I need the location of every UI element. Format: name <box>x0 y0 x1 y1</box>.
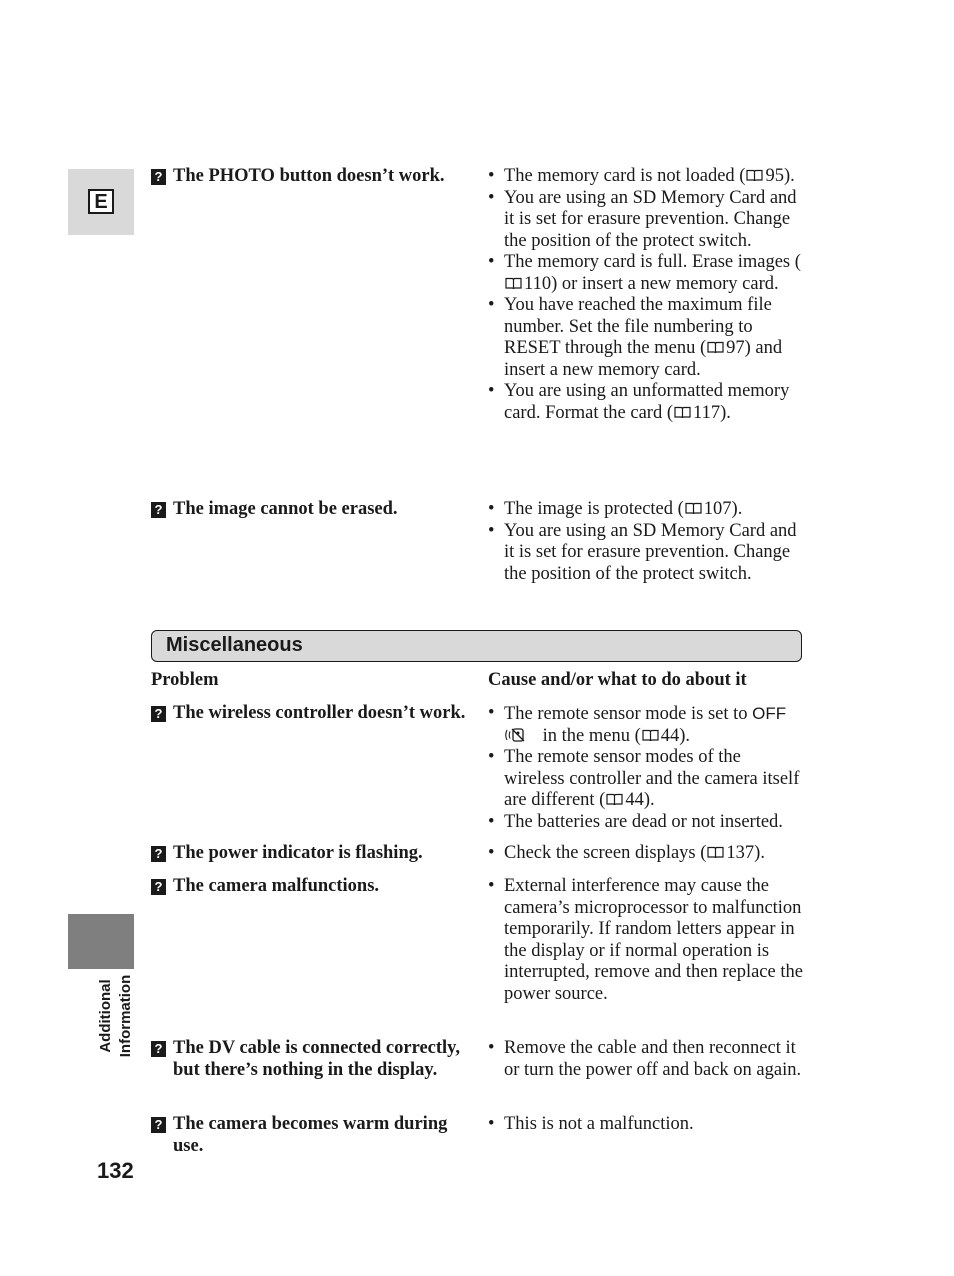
cause-item: • Check the screen displays ( 137). <box>488 843 806 865</box>
section-label-line1: Additional <box>97 979 114 1053</box>
problem-text: The image cannot be erased. <box>173 499 398 519</box>
cause-item: • The remote sensor modes of the wireless controller and the camera itself are different ( 44). <box>488 747 806 812</box>
question-mark-icon: ? <box>151 502 166 518</box>
problem-cell <box>151 876 471 898</box>
off-setting-label: OFF <box>752 704 787 723</box>
cause-list <box>488 166 806 424</box>
cause-item: • The memory card is full. Erase images ( 110) or insert a new memory card. <box>488 252 806 295</box>
section-label-line2: Information <box>117 974 134 1058</box>
book-reference-icon <box>674 406 691 419</box>
question-mark-icon: ? <box>151 706 166 722</box>
cause-item: • This is not a malfunction. <box>488 1114 806 1136</box>
book-reference-icon <box>707 846 724 859</box>
problem-cell <box>151 166 471 188</box>
cause-item: • The batteries are dead or not inserted. <box>488 812 806 834</box>
cause-list <box>488 499 806 585</box>
cause-list <box>488 703 806 833</box>
cause-item: • You are using an unformatted memory card. Format the card ( 117). <box>488 381 806 424</box>
remote-sensor-off-icon <box>504 727 538 743</box>
column-header-problem: Problem <box>151 670 219 690</box>
problem-cell <box>151 843 471 865</box>
cause-item: • Remove the cable and then reconnect it or turn the power off and back on again. <box>488 1038 806 1081</box>
question-mark-icon: ? <box>151 169 166 185</box>
cause-item: • The remote sensor mode is set to OFF in the menu ( 44). <box>488 703 806 747</box>
cause-list <box>488 843 806 865</box>
cause-item: • The image is protected ( 107). <box>488 499 806 521</box>
question-mark-icon: ? <box>151 846 166 862</box>
section-side-label <box>96 956 136 1076</box>
problem-cell <box>151 1038 471 1081</box>
problem-text: The power indicator is flashing. <box>173 843 423 863</box>
book-reference-icon <box>606 793 623 806</box>
cause-item: • External interference may cause the camera’s microprocessor to malfunction temporarily. If random letters appear in the display or if normal operation is interrupted, remove and then replace the power source. <box>488 876 806 1005</box>
cause-list <box>488 1038 806 1081</box>
language-tab <box>68 169 134 235</box>
problem-text: The wireless controller doesn’t work. <box>173 703 466 723</box>
problem-text: The DV cable is connected correctly, but there’s nothing in the display. <box>173 1038 461 1080</box>
problem-text: The camera malfunctions. <box>173 876 380 896</box>
language-label: E <box>88 189 114 214</box>
book-reference-icon <box>685 502 702 515</box>
page-number: 132 <box>97 1158 134 1183</box>
cause-item: • You are using an SD Memory Card and it is set for erasure prevention. Change the position of the protect switch. <box>488 188 806 253</box>
problem-cell <box>151 499 471 521</box>
book-reference-icon <box>505 277 522 290</box>
problem-cell <box>151 1114 471 1157</box>
cause-item: • You are using an SD Memory Card and it is set for erasure prevention. Change the position of the protect switch. <box>488 521 806 586</box>
question-mark-icon: ? <box>151 1041 166 1057</box>
section-header-miscellaneous: Miscellaneous <box>151 630 802 662</box>
problem-cell <box>151 703 471 725</box>
column-header-cause: Cause and/or what to do about it <box>488 670 747 690</box>
question-mark-icon: ? <box>151 1117 166 1133</box>
cause-item: • The memory card is not loaded ( 95). <box>488 166 806 188</box>
book-reference-icon <box>746 169 763 182</box>
problem-text: The PHOTO button doesn’t work. <box>173 166 445 186</box>
book-reference-icon <box>642 729 659 742</box>
cause-list <box>488 876 806 1005</box>
problem-text: The camera becomes warm during use. <box>173 1114 448 1156</box>
question-mark-icon: ? <box>151 879 166 895</box>
cause-item: • You have reached the maximum file number. Set the file numbering to RESET through the menu ( 97) and insert a new memory card. <box>488 295 806 381</box>
cause-list <box>488 1114 806 1136</box>
book-reference-icon <box>707 341 724 354</box>
